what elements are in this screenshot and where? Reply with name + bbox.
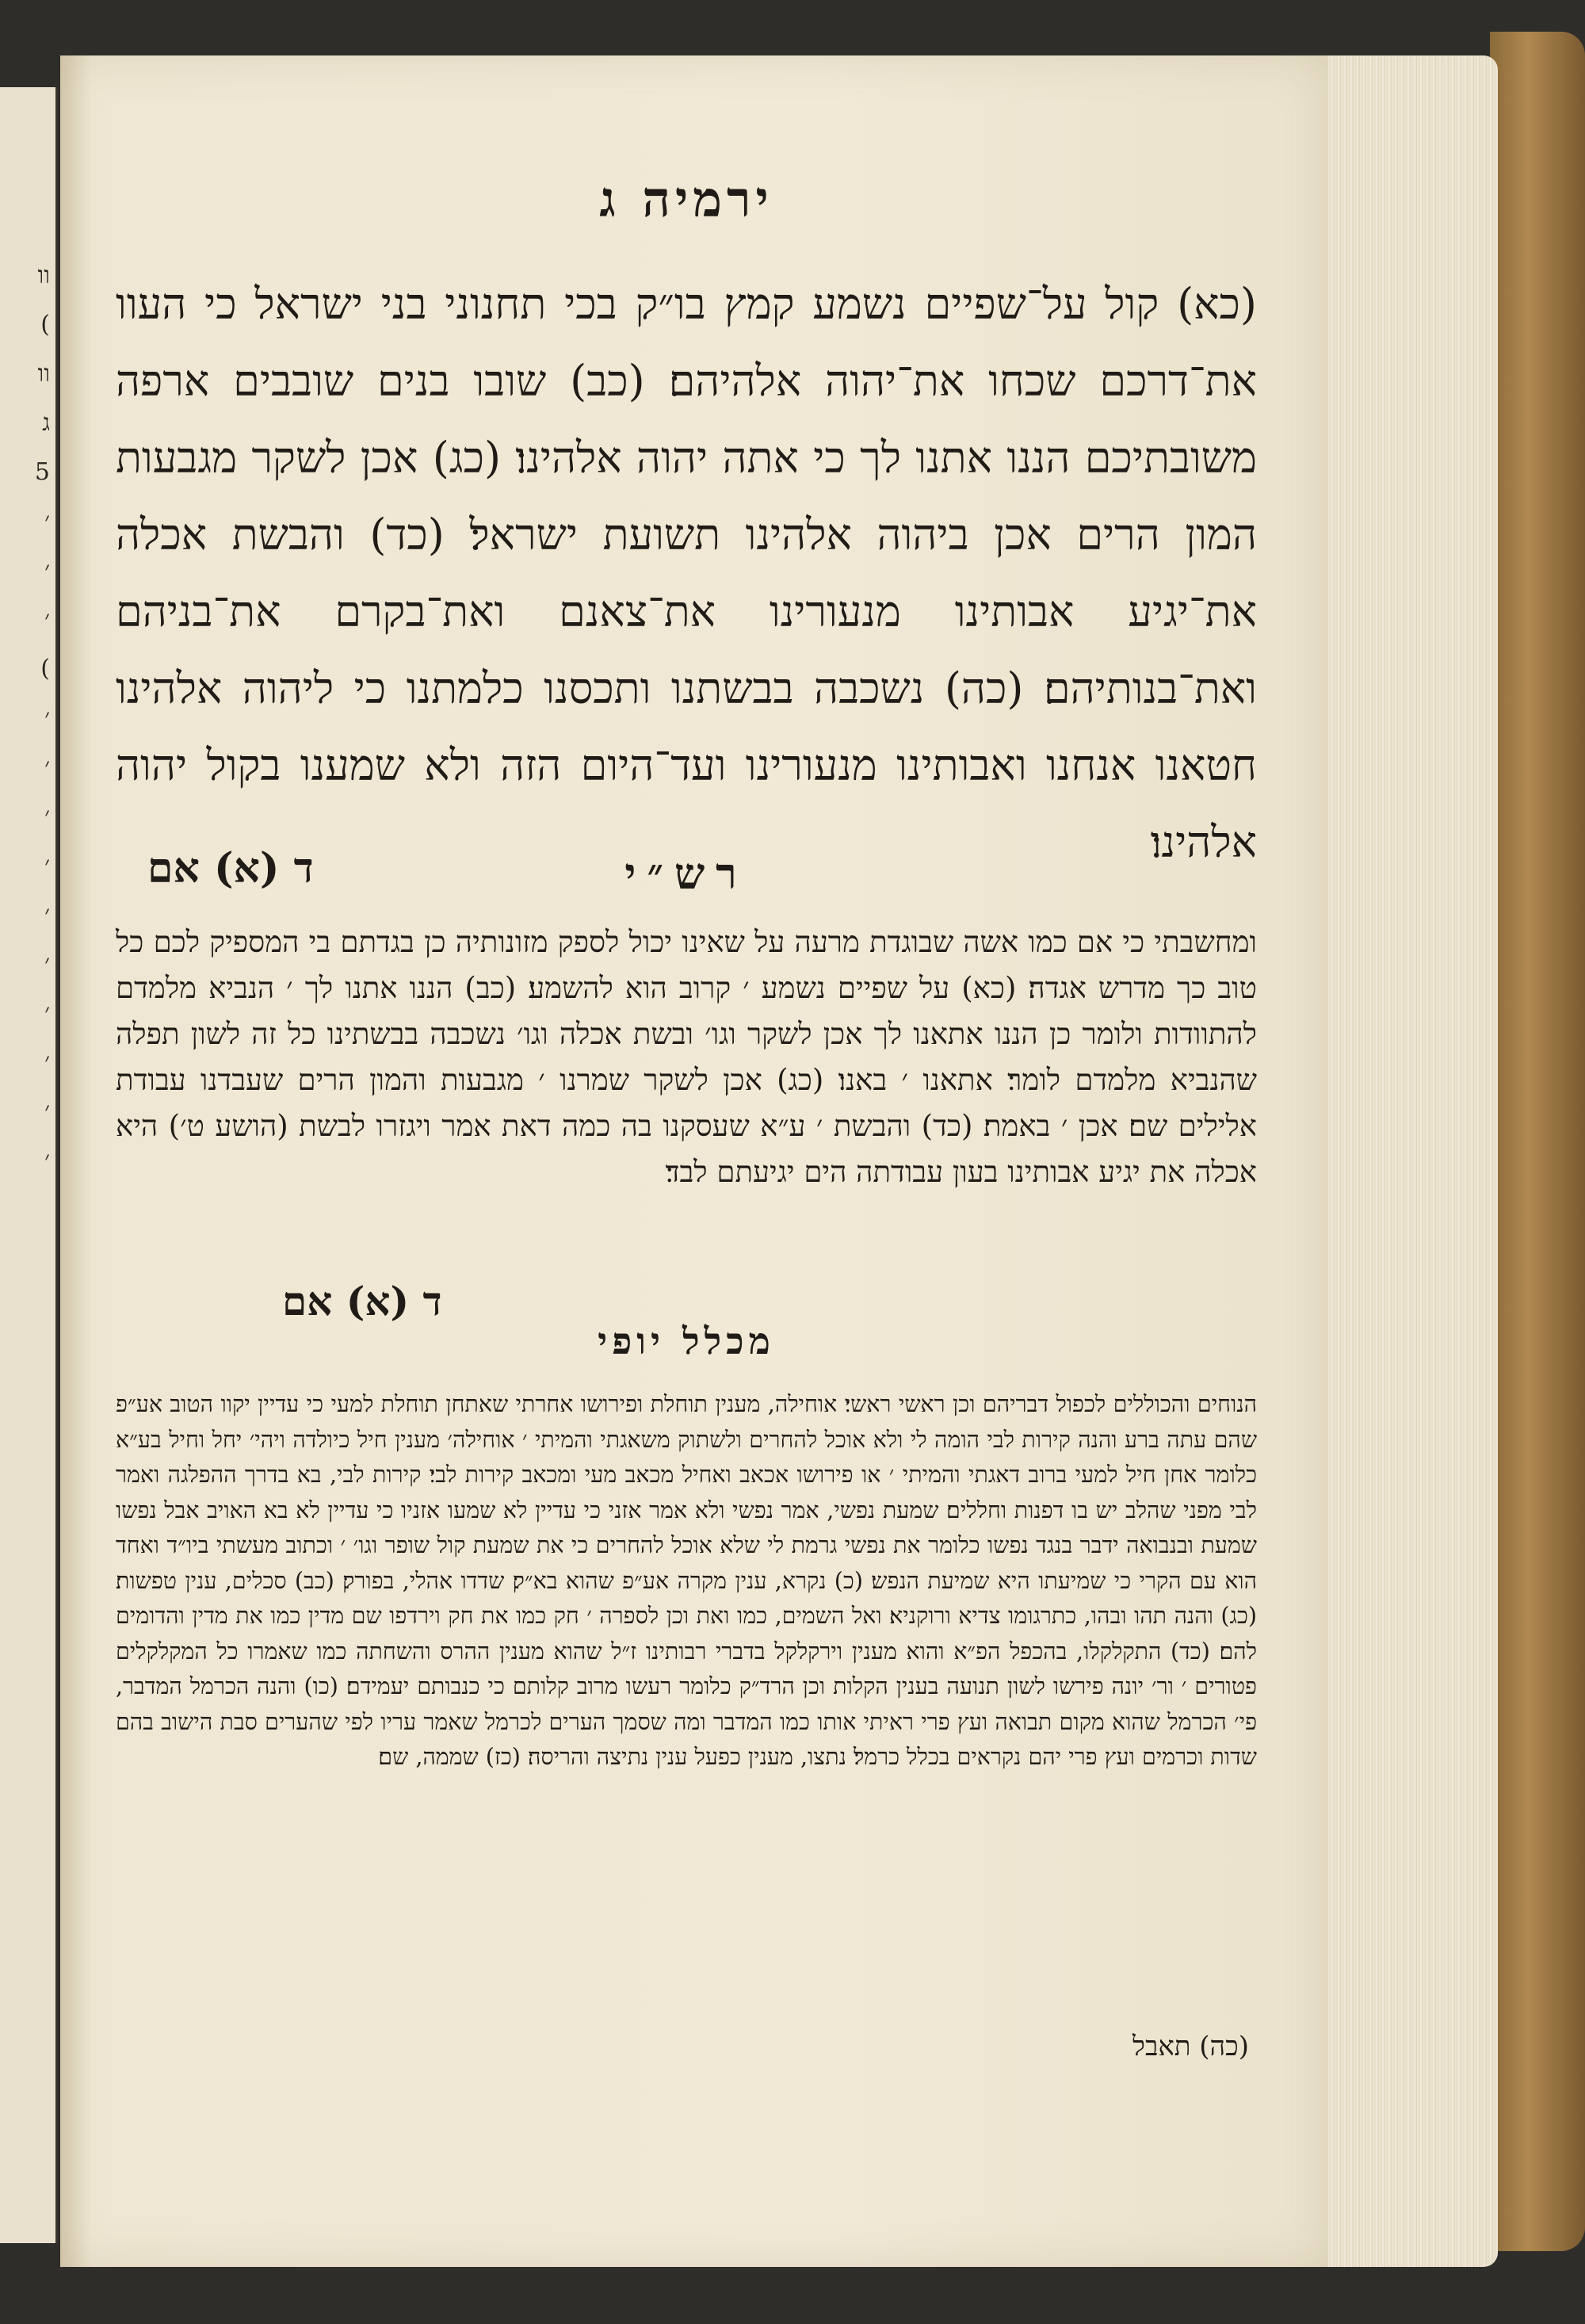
facing-page-fragment: ׳ [44, 704, 50, 732]
facing-page-edge [0, 87, 58, 2243]
facing-page-fragment: ׳ [44, 1146, 50, 1174]
catchword-rashi: ד (א) אם [282, 1278, 442, 1324]
bible-text: (כא) קול על־שפיים נשמע קמץ בו״ק בכי תחנוני בני ישראל כי העוו את־דרכם שכחו את־יהוה אלהיהם׃ (כב) שובו בנים שובבים ארפה משובתיכם הננו אתנו לך כי אתה יהוה אלהינו׃ (כג) אכן לשקר מגבעות המון הרים אכן ביהוה אלהינו תשועת ישראל׃ (כד) והבשת אכלה את־יגיע אבותינו מנעורינו את־צאנם ואת־בקרם את־בניהם ואת־בנותיהם׃ (כה) נשכבה בבשתנו ותכסנו כלמתנו כי ליהוה אלהינו חטאנו אנחנו ואבותינו מנעורינו ועד־היום הזה ולא שמענו בקול יהוה אלהינו׃ [116, 279, 1257, 867]
facing-page-fragment: ׳ [44, 507, 50, 535]
rashi-title: רש״י [624, 848, 748, 899]
mikhlal-yofi-commentary: הנוחים והכוללים לכפול דבריהם וכן ראשי ראשי׃ אוחילה, מענין תוחלת ופירושו אחרתי שאתחן תוחלת למעי כי עדיין יקוו הטוב אע״פ שהם עתה ברע והנה קירות לבי הומה לי ולא אוכל להחרים ולשתוק משאגתי והמיתי ׳ אוחילה׳ מענין חיל כיולדה ויהי׳ יחל וחיל בע״א כלומר אחן חיל למעי ברוב דאגתי והמיתי ׳ או פירושו אכאב ואחיל מכאב מעי ומכאב קירות לבי׃ קירות לבי, בא בדרך ההפלגה ואמר לבי מפני שהלב יש בו דפנות וחללים׃ שמעת נפשי, אמר נפשי ולא אמר אזני כי עדיין לא שמעו אזניו כי עדיין לא בא האויב אבל נפשו שמעת ובנבואה ידבר בנגד נפשו כלומר את נפשי גרמת לי שלא אוכל להחרים כי את שמעת קול שופר וגו׳ ׳ וכתוב מעשתי ביו״ד ואחד הוא עם הקרי כי שמיעתו היא שמיעת הנפש׃ (כ) נקרא, ענין מקרה אע״פ שהוא בא״ק׃ שדדו אהלי, בפורק׃ (כב) סכלים, ענין טפשות׃ (כג) והנה תהו ובהו, כתרגומו צדיא ורוקניא׃ ואל השמים, כמו ואת וכן לספרה ׳ חק כמו את חק וירדפו שם מדין כמו את מדין והדומים להם׃ (כד) התקלקלו, בהכפל הפ״א והוא מענין וירקלקל בדברי רבותינו ז״ל שהוא מענין ההרס והשחתה כמו שאמרו כל המקלקלים פטורים ׳ ור׳ יונה פירשו לשון תנועה בענין הקלות וכן הרד״ק כלומר רעשו מרוב קלותם כי כנבותם יעמידם׃ (כו) והנה הכרמל המדבר, פי׳ הכרמל שהוא מקום תבואה ועץ פרי ראיתי אותו כמו המדבר ומה שסמך הערים לכרמל שאמר עריו לפי שהערים סבת הישוב בהם שדות וכרמים ועץ פרי יהם נקראים בכלל כרמל׃ נתצו, מענין כפעל ענין נתיצה והריסה׃ (כז) שממה, שם׃ [116, 1391, 1257, 1770]
facing-page-fragment: ׳ [44, 606, 50, 633]
facing-page-fragment: ׳ [44, 753, 50, 781]
facing-page-fragment: ׳ [44, 851, 50, 879]
rashi-commentary: ומחשבתי כי אם כמו אשה שבוגדת מרעה על שאינו יכול לספק מזונותיה כן בגדתם בי המספיק לכם כל טוב כך מדרש אגדה׃ (כא) על שפיים נשמע ׳ קרוב הוא להשמע׃ (כב) הננו אתנו לך ׳ הנביא מלמדם להתוודות ולומר כן הננו אתאנו לך אכן לשקר וגו׳ ובשת אכלה וגו׳ נשכבה בבשתינו כל זה לשון תפלה שהנביא מלמדם לומר׃ אתאנו ׳ באנו׃ (כג) אכן לשקר שמרנו ׳ מגבעות והמון הרים שעבדנו עבודת אלילים שם׃ אכן ׳ באמת׃ (כד) והבשת ׳ ע״א שעסקנו בה כמה דאת אמר ויגזרו לבשת (הושע ט׳) היא אכלה את יגיע אבותינו בעון עבודתה הים יגיעתם לבד׃ [116, 925, 1257, 1189]
facing-page-fragment: ׳ [44, 1048, 50, 1076]
catchword-next-page: (כה) תאבל [1132, 2031, 1249, 2062]
book-page [60, 55, 1328, 2267]
facing-page-fragment: ( [40, 311, 50, 338]
facing-page-fragment: ׳ [44, 802, 50, 830]
mikhlal-yofi-title: מכלל יופי [598, 1320, 775, 1363]
page-header: ירמיה ג [599, 170, 773, 228]
facing-page-fragment: ג [42, 409, 50, 437]
facing-page-fragment: ( [40, 655, 50, 682]
catchword-bible: ד (א) אם [147, 844, 314, 893]
facing-page-fragment: ׳ [44, 999, 50, 1026]
cover-edge [1490, 32, 1585, 2251]
page-edges [1316, 55, 1498, 2267]
facing-page-fragment: ׳ [44, 1097, 50, 1125]
facing-page-fragment: וו [37, 360, 50, 388]
facing-page-fragment: ׳ [44, 900, 50, 928]
facing-page-fragment: 5 [34, 458, 50, 486]
facing-page-fragment: ׳ [44, 556, 50, 584]
facing-page-fragment: ׳ [44, 950, 50, 977]
facing-page-fragment: וו [37, 262, 50, 289]
